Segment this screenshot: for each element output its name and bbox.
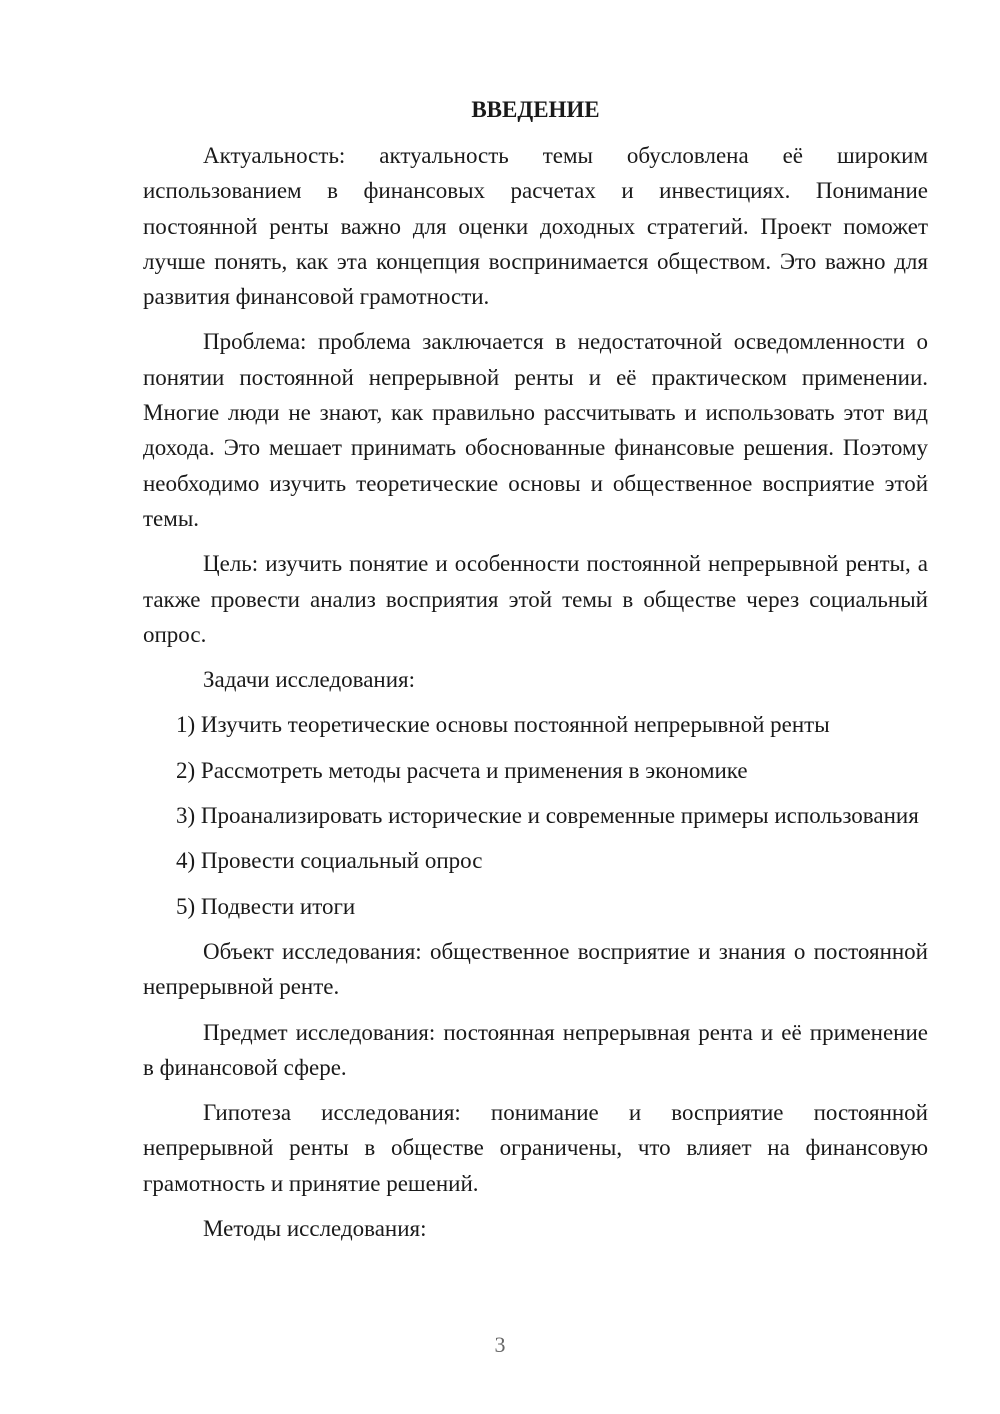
section-heading: ВВЕДЕНИЕ (471, 97, 600, 122)
page-number: 3 (494, 1332, 506, 1357)
subject-paragraph: Предмет исследования: постоянная непрерывная рента и её применение в финансовой сфере. (143, 1019, 928, 1080)
methods-intro: Методы исследования: (203, 1216, 427, 1242)
goal-paragraph: Цель: изучить понятие и особенности постоянной непрерывной ренты, а также провести анализ восприятия этой темы в обществе через социальный опрос. (143, 551, 928, 647)
relevance-paragraph: Актуальность: актуальность темы обусловлена её широким использованием в финансовых расчетах и инвестициях. Понимание постоянной ренты важно для оценки доходных стратегий. Проект поможет лучше понять, как эта концепция воспринимается обществом. Это важно для развития финансовой грамотности. (143, 143, 928, 310)
object-paragraph: Объект исследования: общественное восприятие и знания о постоянной непрерывной ренте. (143, 938, 928, 1000)
problem-paragraph: Проблема: проблема заключается в недостаточной осведомленности о понятии постоянной непрерывной ренты и её практическом применении. Многие люди не знают, как правильно рассчитывать и использовать этот вид дохода. Это мешает принимать обоснованные финансовые решения. Поэтому необходимо изучить теоретические основы и общественное восприятие этой темы. (143, 329, 928, 531)
task-item-4: 4) Провести социальный опрос (176, 848, 483, 874)
hypothesis-paragraph: Гипотеза исследования: понимание и восприятие постоянной непрерывной ренты в обществе ограничены, что влияет на финансовую грамотность и принятие решений. (143, 1100, 928, 1196)
tasks-intro: Задачи исследования: (203, 667, 416, 693)
page-content (143, 92, 928, 1256)
task-item-5: 5) Подвести итоги (176, 893, 356, 919)
task-item-2: 2) Рассмотреть методы расчета и применения в экономике (176, 757, 748, 783)
task-item-1: 1) Изучить теоретические основы постоянной непрерывной ренты (176, 712, 830, 738)
task-item-3: 3) Проанализировать исторические и современные примеры использования (176, 803, 919, 829)
